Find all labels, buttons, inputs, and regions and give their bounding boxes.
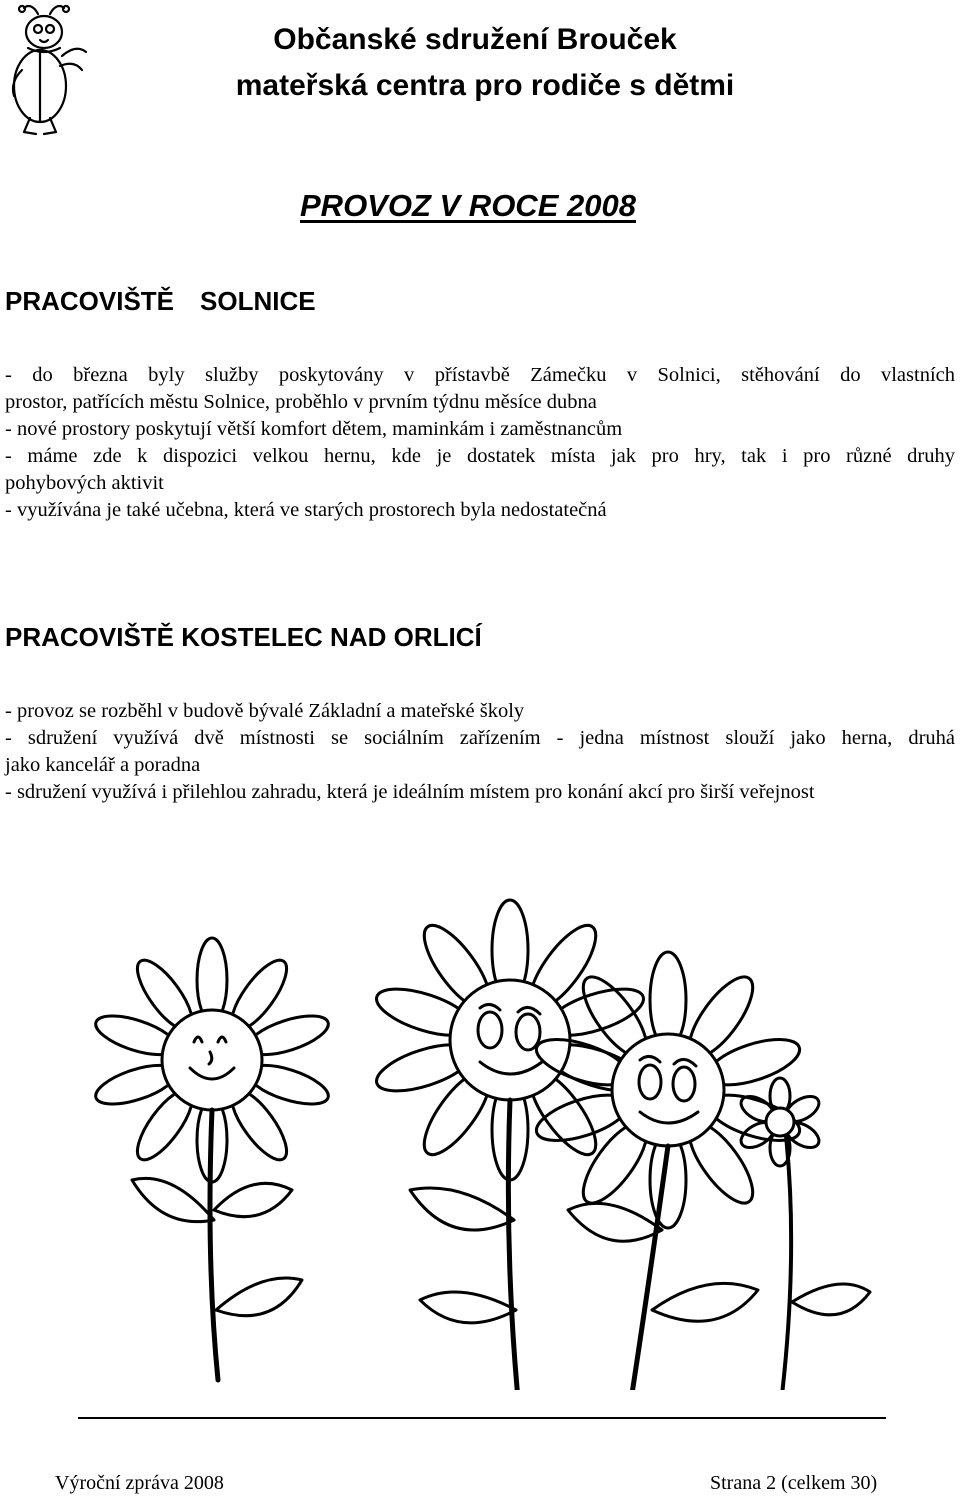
section-title-part-b: SOLNICE [200, 286, 316, 316]
flower-left [91, 938, 332, 1380]
section-body-kostelec [5, 698, 955, 806]
page-heading: PROVOZ V ROCE 2008 [300, 188, 636, 223]
footer-page-number: Strana 2 (celkem 30) [710, 1472, 878, 1494]
body-line: - sdružení využívá dvě místnosti se sociálním zařízením - jedna místnost slouží jako herna, druhá [5, 727, 955, 749]
footer-report-title: Výroční zpráva 2008 [55, 1472, 224, 1494]
body-line: jako kancelář a poradna [5, 754, 201, 776]
body-line: - do března byly služby poskytovány v přístavbě Zámečku v Solnici, stěhování do vlastních [5, 364, 955, 386]
body-line: - provoz se rozběhl v budově bývalé Základní a mateřské školy [5, 700, 525, 722]
body-line: prostor, patřících městu Solnice, proběhlo v prvním týdnu měsíce dubna [5, 391, 597, 413]
section-title-solnice [5, 286, 316, 317]
body-line: pohybových aktivit [5, 472, 164, 494]
section-body-solnice [5, 362, 955, 524]
section-title-part-a: PRACOVIŠTĚ [5, 286, 175, 316]
section-title-kostelec: PRACOVIŠTĚ KOSTELEC NAD ORLICÍ [5, 622, 482, 652]
smiling-flowers-illustration [0, 890, 960, 1390]
body-line: - využívána je také učebna, která ve starých prostorech byla nedostatečná [5, 499, 607, 521]
body-line: - nové prostory poskytují větší komfort dětem, maminkám i zaměstnancům [5, 418, 623, 440]
body-line: - máme zde k dispozici velkou hernu, kde je dostatek místa jak pro hry, tak i pro různé druhy [5, 445, 955, 467]
flower-right [531, 952, 805, 1390]
organization-subtitle: mateřská centra pro rodiče s dětmi [235, 69, 735, 102]
organization-name: Občanské sdružení Brouček [273, 23, 677, 56]
body-line: - sdružení využívá i přilehlou zahradu, která je ideálním místem pro konání akcí pro širší veřejnost [5, 781, 815, 803]
small-flower [737, 1078, 870, 1390]
footer-divider [78, 1417, 886, 1419]
